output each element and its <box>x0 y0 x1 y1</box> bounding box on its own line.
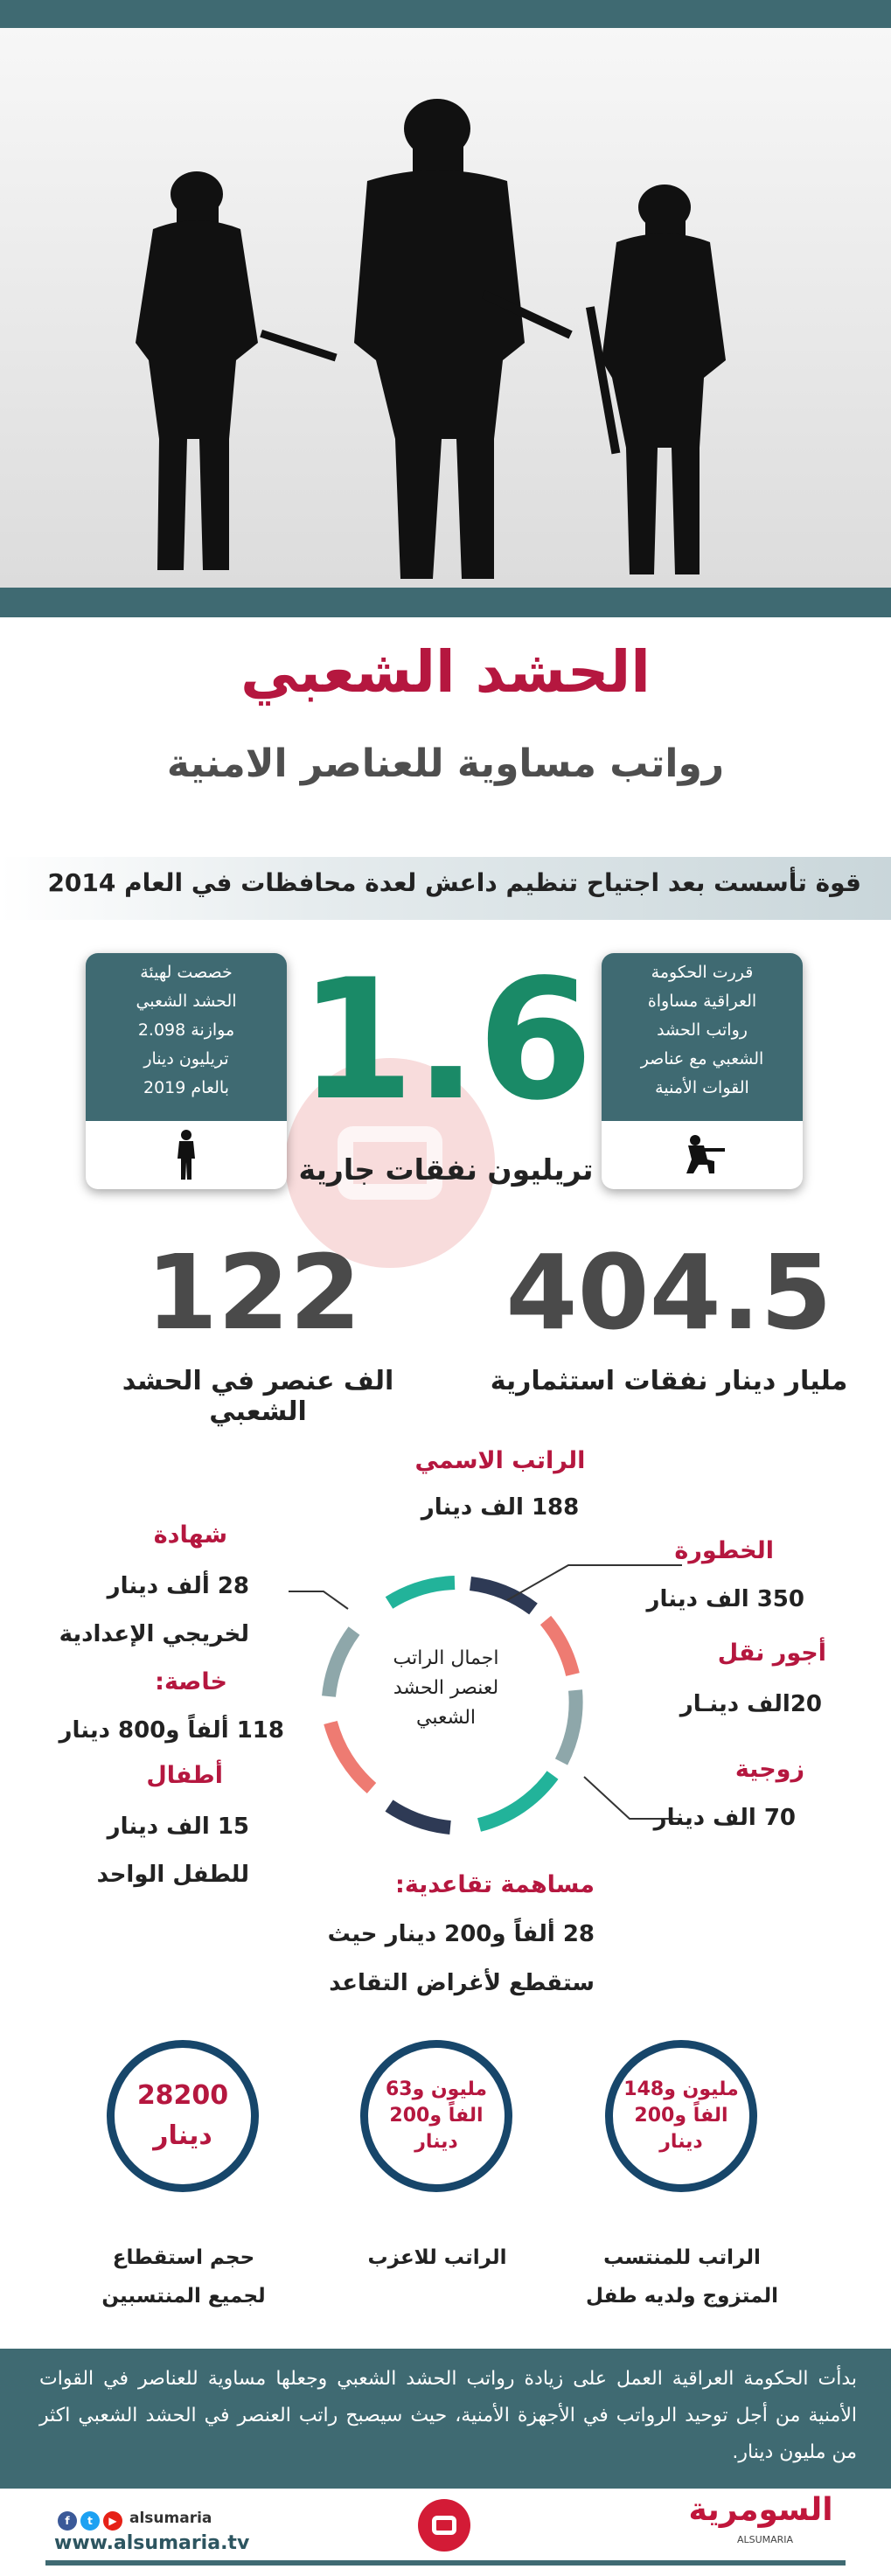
footer-divider <box>45 2560 846 2566</box>
married-salary-circle <box>605 2040 757 2192</box>
members-count-label: الف عنصر في الحشد الشعبي <box>122 1366 394 1427</box>
pension-contribution-value-line1: 28 ألفاً و200 دينار حيث <box>327 1921 595 1947</box>
card-line: الشعبي مع عناصر <box>640 1049 764 1069</box>
caption-line: الراتب للاعزب <box>367 2246 507 2269</box>
standing-soldier-icon <box>86 1121 287 1189</box>
nominal-salary-label: الراتب الاسمي <box>414 1447 586 1474</box>
caption-line: المتزوج ولديه طفل <box>585 2285 779 2308</box>
investment-expense-label: مليار دينار نفقات استثمارية <box>490 1366 848 1396</box>
caption-line: لجميع المنتسبين <box>101 2285 266 2308</box>
children-allowance-value-line1: 15 الف دينار <box>107 1814 249 1840</box>
card-line: الحشد الشعبي <box>136 992 237 1011</box>
circle-text: مليون و148 <box>623 2078 739 2100</box>
ring-segment <box>470 1584 533 1609</box>
children-allowance-value-line2: للطفل الواحد <box>96 1862 249 1888</box>
card-line: القوات الأمنية <box>655 1078 749 1097</box>
ring-segment <box>479 1775 553 1825</box>
footer-url[interactable]: www.alsumaria.tv <box>54 2532 250 2554</box>
card-line: موازنة 2.098 <box>137 1020 235 1040</box>
twitter-icon[interactable]: t <box>80 2511 100 2531</box>
channel-logo-mark <box>432 2516 456 2535</box>
single-salary-circle <box>360 2040 512 2192</box>
highlight-label: تريليون نفقات جارية <box>298 1152 594 1187</box>
special-allowance-label: خاصة: <box>155 1668 227 1695</box>
card-line: رواتب الحشد <box>657 1020 748 1040</box>
ring-segment <box>546 1620 573 1674</box>
investment-expense-number: 404.5 <box>505 1232 832 1353</box>
center-line: اجمال الراتب <box>393 1647 499 1669</box>
connector-line <box>289 1591 348 1609</box>
center-line: لعنصر الحشد <box>393 1677 499 1699</box>
circle-text: الفاً و200 <box>634 2105 728 2127</box>
certificate-allowance-value-line2: لخريجي الإعدادية <box>59 1621 249 1647</box>
circle-text: دينار <box>659 2131 703 2153</box>
footer-brand-sub: ALSUMARIA <box>736 2534 794 2545</box>
circle-text: دينار <box>153 2120 212 2151</box>
married-salary-caption <box>577 2238 787 2315</box>
footer-handle[interactable]: alsumaria <box>129 2510 212 2527</box>
spouse-allowance-label: زوجية <box>734 1756 804 1783</box>
deduction-circle <box>107 2040 259 2192</box>
card-line: قررت الحكومة <box>651 963 754 982</box>
nominal-salary-value: 188 الف دينار <box>421 1494 580 1521</box>
info-banner-text: قوة تأسست بعد اجتياح تنظيم داعش لعدة محافظات في العام 2014 <box>47 868 861 897</box>
caption-line: الراتب للمنتسب <box>603 2246 761 2269</box>
special-allowance-value: 118 ألفاً و800 دينار <box>59 1717 284 1744</box>
card-line: بالعام 2019 <box>143 1078 229 1097</box>
facebook-icon[interactable]: f <box>58 2511 77 2531</box>
circle-text: الفاً و200 <box>389 2105 484 2127</box>
circle-text: 28200 <box>136 2080 229 2111</box>
card-line: العراقية مساواة <box>647 992 757 1011</box>
spouse-allowance-value: 70 الف دينار <box>653 1805 796 1831</box>
salary-center-text <box>376 1644 516 1733</box>
certificate-allowance-value-line1: 28 ألف دينار <box>107 1573 249 1599</box>
card-line: تريليون دينار <box>143 1049 229 1069</box>
channel-logo-icon <box>418 2499 470 2552</box>
youtube-icon[interactable]: ▶ <box>103 2511 122 2531</box>
pension-contribution-value-line2: ستقطع لأغراض التقاعد <box>329 1970 595 1996</box>
top-strip <box>0 0 891 28</box>
card-line: خصصت لهيئة <box>140 963 233 982</box>
risk-allowance-label: الخطورة <box>674 1537 774 1564</box>
summary-text: بدأت الحكومة العراقية العمل على زيادة رواتب الحشد الشعبي وجعلها مساوية للعناصر في القوات الأمنية من أجل توحيد الرواتب في الأجهزة الأمنية، حيث سيصبح راتب العنصر في الحشد الشعبي اكثر من مليون دينار. <box>39 2368 857 2463</box>
risk-allowance-value: 350 الف دينار <box>646 1586 804 1612</box>
highlight-number: 1.6 <box>298 943 594 1137</box>
center-line: الشعبي <box>415 1707 477 1729</box>
certificate-allowance-label: شهادة <box>153 1521 227 1549</box>
card-equal-salaries <box>602 953 803 1189</box>
transport-allowance-label: أجور نقل <box>717 1640 826 1667</box>
crouching-soldier-icon <box>602 1121 803 1189</box>
hero-floor-strip <box>0 588 891 617</box>
children-allowance-label: أطفال <box>146 1762 223 1789</box>
members-count-number: 122 <box>145 1232 362 1353</box>
ring-segment <box>331 1723 372 1788</box>
deduction-caption <box>79 2238 289 2315</box>
pension-contribution-label: مساهمة تقاعدية: <box>395 1871 595 1898</box>
page-title: الحشد الشعبي <box>240 638 651 706</box>
ring-segment <box>561 1690 576 1762</box>
card-budget <box>86 953 287 1189</box>
soldiers-silhouette-icon <box>0 28 891 588</box>
caption-line: حجم استقطاع <box>112 2246 255 2269</box>
circle-text: مليون و63 <box>385 2078 488 2100</box>
ring-segment <box>389 1806 450 1828</box>
circle-text: دينار <box>414 2131 458 2153</box>
soldiers-silhouette-banner <box>0 28 891 588</box>
ring-segment <box>389 1583 455 1603</box>
ring-segment <box>329 1631 354 1696</box>
card-budget-text <box>86 953 287 1121</box>
transport-allowance-value: 20الف دينـار <box>679 1691 822 1717</box>
page-subtitle: رواتب مساوية للعناصر الامنية <box>166 741 725 786</box>
card-equal-salaries-text <box>602 953 803 1121</box>
footer-brand: السومرية <box>688 2492 833 2528</box>
single-salary-caption <box>332 2238 542 2277</box>
